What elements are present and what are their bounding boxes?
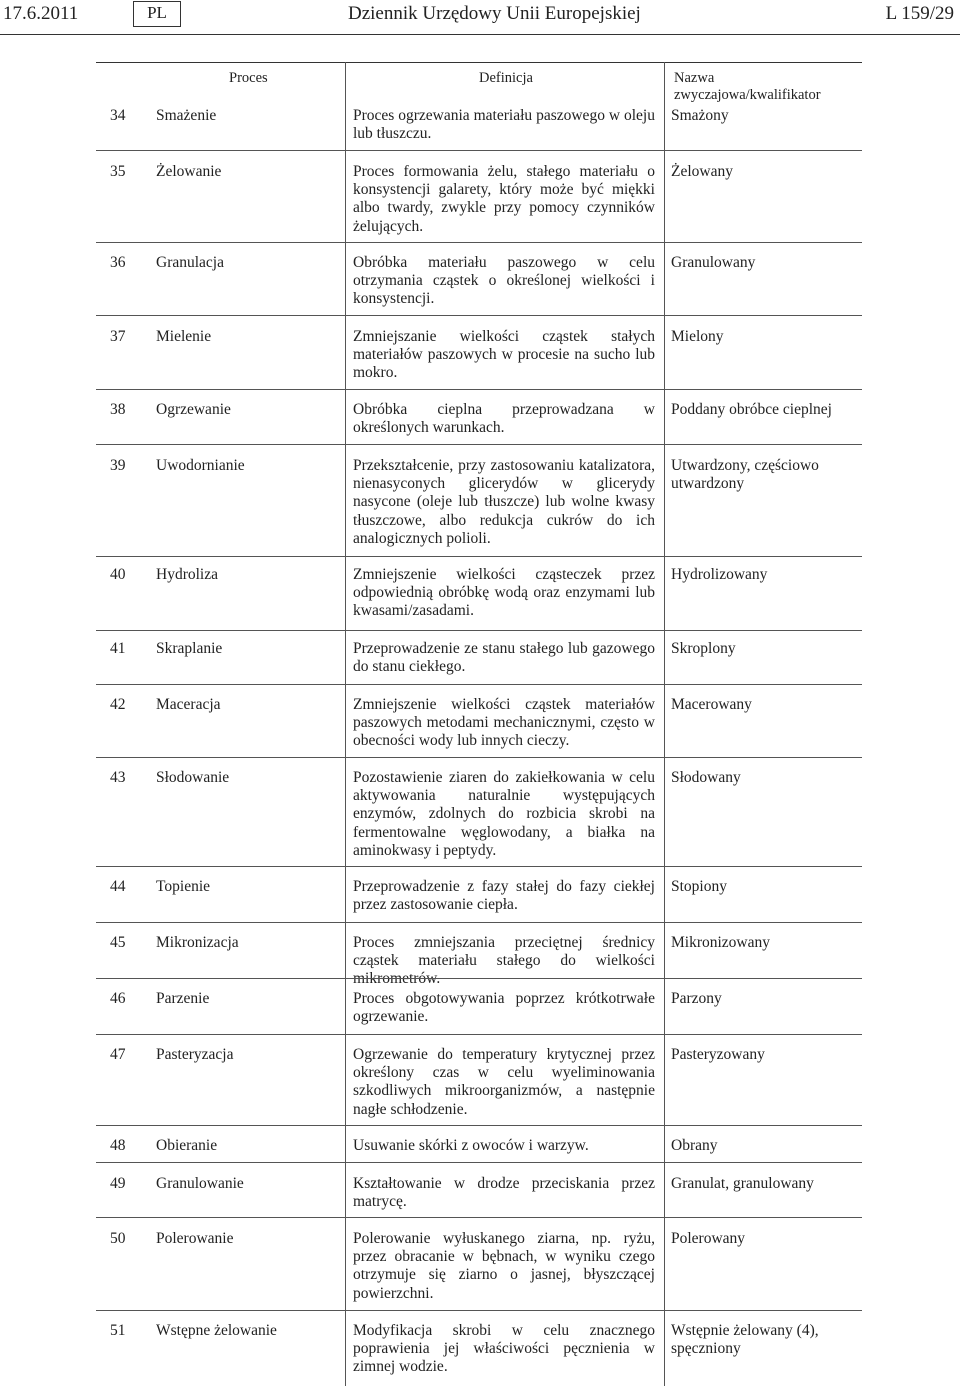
row-separator [96, 978, 862, 979]
common-name-qualifier: Mikronizowany [671, 934, 771, 951]
process-definition: Zmniejszanie wielkości cząstek stałych materiałów paszowych w procesie na sucho lub mokro. [353, 328, 655, 382]
process-name: Smażenie [156, 107, 217, 124]
process-definition: Proces ogrzewania materiału paszowego w oleju lub tłuszczu. [353, 107, 655, 143]
common-name-qualifier: Pasteryzowany [671, 1046, 765, 1063]
column-header-process: Proces [229, 70, 268, 86]
page-header [0, 0, 960, 34]
row-separator [96, 556, 862, 557]
common-name-qualifier: Macerowany [671, 696, 752, 713]
header-divider [0, 34, 960, 35]
common-name-qualifier: Stopiony [671, 878, 727, 895]
language-badge: PL [133, 1, 181, 27]
common-name-qualifier: Mielony [671, 328, 724, 345]
process-name: Skraplanie [156, 640, 223, 657]
row-number: 50 [110, 1230, 126, 1247]
row-separator [96, 757, 862, 758]
common-name-qualifier: Hydrolizowany [671, 566, 768, 583]
process-definition: Obróbka cieplna przeprowadzana w określonych warunkach. [353, 401, 655, 437]
row-separator [96, 630, 862, 631]
process-definition: Obróbka materiału paszowego w celu otrzymania cząstek o określonej wielkości i konsystencji. [353, 254, 655, 308]
process-definition: Pozostawienie ziaren do zakiełkowania w celu aktywowania naturalnie występujących enzymów, zdolnych do rozbicia skrobi na fermentowalne węglowodany, a białka na aminokwasy i peptydy. [353, 769, 655, 859]
row-separator [96, 1162, 862, 1163]
column-divider [345, 62, 346, 1386]
process-name: Wstępne żelowanie [156, 1322, 277, 1339]
process-definition: Zmniejszenie wielkości cząsteczek przez odpowiednią obróbkę wodą oraz enzymami lub kwasami/zasadami. [353, 566, 655, 620]
journal-title: Dziennik Urzędowy Unii Europejskiej [348, 3, 641, 24]
common-name-qualifier: Granulat, granulowany [671, 1175, 814, 1192]
common-name-qualifier: Słodowany [671, 769, 741, 786]
row-number: 43 [110, 769, 126, 786]
process-name: Granulowanie [156, 1175, 244, 1192]
row-number: 51 [110, 1322, 126, 1339]
process-name: Polerowanie [156, 1230, 234, 1247]
column-divider [664, 62, 665, 1386]
process-definition: Ogrzewanie do temperatury krytycznej przez określony czas w celu wyeliminowania szkodliwych mikroorganizmów, a następnie nagłe schłodzenie. [353, 1046, 655, 1118]
row-number: 36 [110, 254, 126, 271]
process-definition: Modyfikacja skrobi w celu znacznego poprawienia jej właściwości pęcznienia w zimnej wodzie. [353, 1322, 655, 1376]
process-definition: Usuwanie skórki z owoców i warzyw. [353, 1137, 589, 1154]
process-name: Parzenie [156, 990, 210, 1007]
row-number: 40 [110, 566, 126, 583]
row-number: 47 [110, 1046, 126, 1063]
row-number: 37 [110, 328, 126, 345]
process-name: Żelowanie [156, 163, 222, 180]
column-header-definition: Definicja [479, 70, 533, 86]
row-separator [96, 1217, 862, 1218]
row-separator [96, 444, 862, 445]
row-number: 44 [110, 878, 126, 895]
process-name: Obieranie [156, 1137, 218, 1154]
common-name-qualifier: Skroplony [671, 640, 736, 657]
row-separator [96, 1310, 862, 1311]
process-name: Mikronizacja [156, 934, 239, 951]
publication-date: 17.6.2011 [3, 3, 79, 24]
process-definition: Przeprowadzenie ze stanu stałego lub gazowego do stanu ciekłego. [353, 640, 655, 676]
common-name-qualifier: Smażony [671, 107, 729, 124]
column-header-name: Nazwa zwyczajowa/kwalifikator [674, 70, 821, 103]
row-separator [96, 1034, 862, 1035]
row-separator [96, 150, 862, 151]
row-number: 39 [110, 457, 126, 474]
row-separator [96, 315, 862, 316]
page-reference: L 159/29 [885, 3, 954, 24]
row-separator [96, 242, 862, 243]
process-definition: Polerowanie wyłuskanego ziarna, np. ryżu, przez obracanie w bębnach, w wyniku czego otrzymuje się ziarno o jasnej, błyszczącej powierzchni. [353, 1230, 655, 1302]
process-name: Uwodornianie [156, 457, 245, 474]
common-name-qualifier: Wstępnie żelowany (4), spęczniony [671, 1322, 819, 1358]
row-number: 49 [110, 1175, 126, 1192]
process-definition: Proces obgotowywania poprzez krótkotrwałe ogrzewanie. [353, 990, 655, 1026]
process-name: Ogrzewanie [156, 401, 231, 418]
process-definition: Zmniejszenie wielkości cząstek materiałów paszowych metodami mechanicznymi, często w obecności wody lub innych cieczy. [353, 696, 655, 750]
row-separator [96, 866, 862, 867]
table-top-rule [96, 62, 862, 63]
common-name-qualifier: Żelowany [671, 163, 733, 180]
process-definition: Proces formowania żelu, stałego materiału o konsystencji galarety, który może być miękki albo twardy, zwykle przy pomocy czynników żelujących. [353, 163, 655, 235]
process-name: Maceracja [156, 696, 221, 713]
row-number: 35 [110, 163, 126, 180]
common-name-qualifier: Utwardzony, częściowo utwardzony [671, 457, 819, 493]
process-name: Mielenie [156, 328, 212, 345]
process-name: Topienie [156, 878, 211, 895]
process-definition: Przeprowadzenie z fazy stałej do fazy ciekłej przez zastosowanie ciepła. [353, 878, 655, 914]
common-name-qualifier: Obrany [671, 1137, 718, 1154]
process-name: Hydroliza [156, 566, 218, 583]
process-definition: Przekształcenie, przy zastosowaniu katalizatora, nienasyconych glicerydów w glicerydy nasycone (oleje lub tłuszcze) lub wolne kwasy tłuszczowe, albo redukcja cukrów do ich analogicznych polioli. [353, 457, 655, 547]
row-separator [96, 1125, 862, 1126]
process-name: Pasteryzacja [156, 1046, 234, 1063]
row-separator [96, 389, 862, 390]
row-number: 45 [110, 934, 126, 951]
row-number: 46 [110, 990, 126, 1007]
row-number: 42 [110, 696, 126, 713]
row-number: 48 [110, 1137, 126, 1154]
common-name-qualifier: Poddany obróbce cieplnej [671, 401, 832, 418]
common-name-qualifier: Granulowany [671, 254, 756, 271]
common-name-qualifier: Polerowany [671, 1230, 746, 1247]
row-separator [96, 684, 862, 685]
process-definition: Kształtowanie w drodze przeciskania przez matrycę. [353, 1175, 655, 1211]
table-header [96, 70, 862, 103]
process-name: Słodowanie [156, 769, 230, 786]
row-number: 38 [110, 401, 126, 418]
row-number: 34 [110, 107, 126, 124]
row-separator [96, 922, 862, 923]
process-definition: Proces zmniejszania przeciętnej średnicy cząstek materiału stałego do wielkości mikrometrów. [353, 934, 655, 988]
process-name: Granulacja [156, 254, 224, 271]
common-name-qualifier: Parzony [671, 990, 722, 1007]
row-number: 41 [110, 640, 126, 657]
